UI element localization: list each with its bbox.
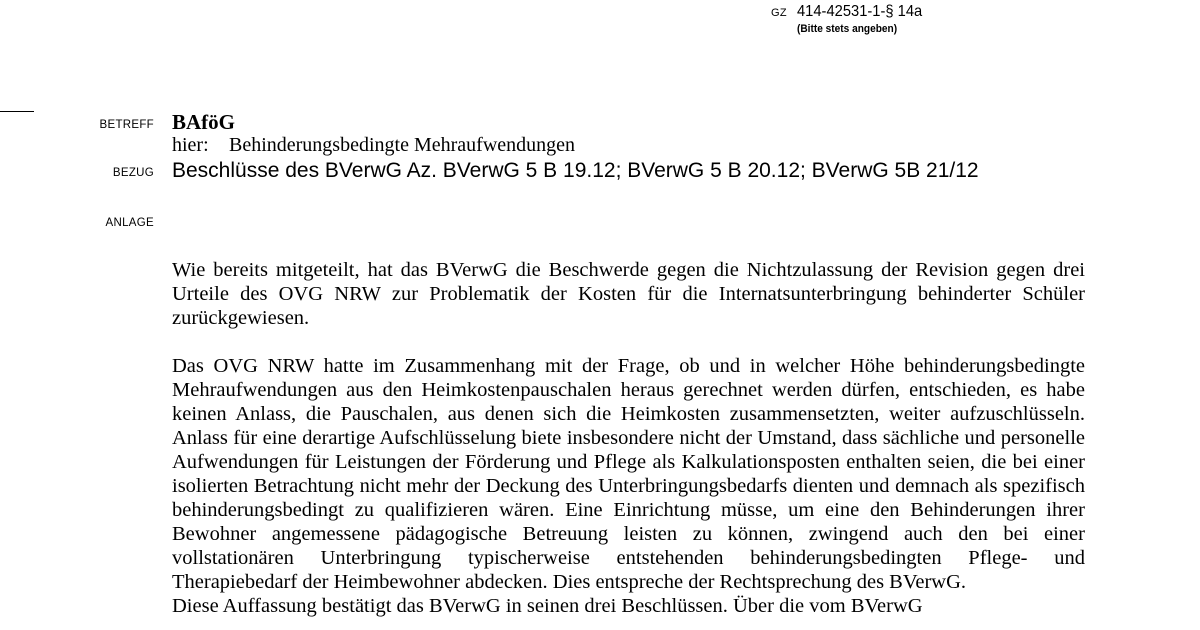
betreff-label: BETREFF bbox=[99, 119, 154, 131]
subject-title: BAföG bbox=[172, 110, 235, 134]
anlage-label: ANLAGE bbox=[105, 217, 154, 229]
gz-label: GZ bbox=[771, 7, 787, 19]
bezug-label: BEZUG bbox=[112, 167, 154, 179]
subject-detail bbox=[172, 134, 575, 157]
file-number-note: (Bitte stets angeben) bbox=[797, 23, 898, 35]
body-paragraph-2-text: Das OVG NRW hatte im Zusammenhang mit der Frage, ob und in welcher Höhe behinderungsbedingte Mehraufwendungen aus den Heimkostenpauschalen heraus gerechnet werden dürfen, entschieden, es habe keinen Anlass, die Pauschalen, aus denen sich die Heimkosten zusammensetzten, weiter aufzuschlüsseln. Anlass für eine derartige Aufschlüsselung biete insbesondere nicht der Umstand, dass sächliche und personelle Aufwendungen für Leistungen der Förderung und Pflege als Kalkulationsposten enthalten seien, die bei einer isolierten Betrachtung nicht mehr der Deckung des Unterbringungsbedarfs dienten und demnach als spezifisch behinderungsbedingt zu qualifizieren wären. Eine Einrichtung müsse, um eine den Behinderungen ihrer Bewohner angemessene pädagogische Betreuung leisten zu können, zwingend auch den bei einer vollstationären Unterbringung typischerweise entstehenden behinderungsbedingten Pflege- und Therapiebedarf der Heimbewohner abdecken. Dies entspreche der Rechtsprechung des BVerwG. bbox=[172, 355, 1085, 593]
body-paragraph-1: Wie bereits mitgeteilt, hat das BVerwG die Beschwerde gegen die Nichtzulassung der Revision gegen drei Urteile des OVG NRW zur Problematik der Kosten für die Internatsunterbringung behinderter Schüler zurückgewiesen. bbox=[172, 259, 1085, 329]
subject-hier-text: Behinderungsbedingte Mehraufwendungen bbox=[229, 134, 576, 156]
file-number: 414-42531-1-§ 14a bbox=[797, 3, 923, 20]
subject-hier-word: hier: bbox=[172, 134, 209, 156]
body-paragraph-3-text: Diese Auffassung bestätigt das BVerwG in seinen drei Beschlüssen. Über die vom BVerwG bbox=[172, 595, 923, 617]
reference-text: Beschlüsse des BVerwG Az. BVerwG 5 B 19.12; BVerwG 5 B 20.12; BVerwG 5B 21/12 bbox=[172, 159, 979, 182]
body-paragraph-2 bbox=[172, 354, 1085, 618]
fold-mark bbox=[0, 111, 34, 112]
